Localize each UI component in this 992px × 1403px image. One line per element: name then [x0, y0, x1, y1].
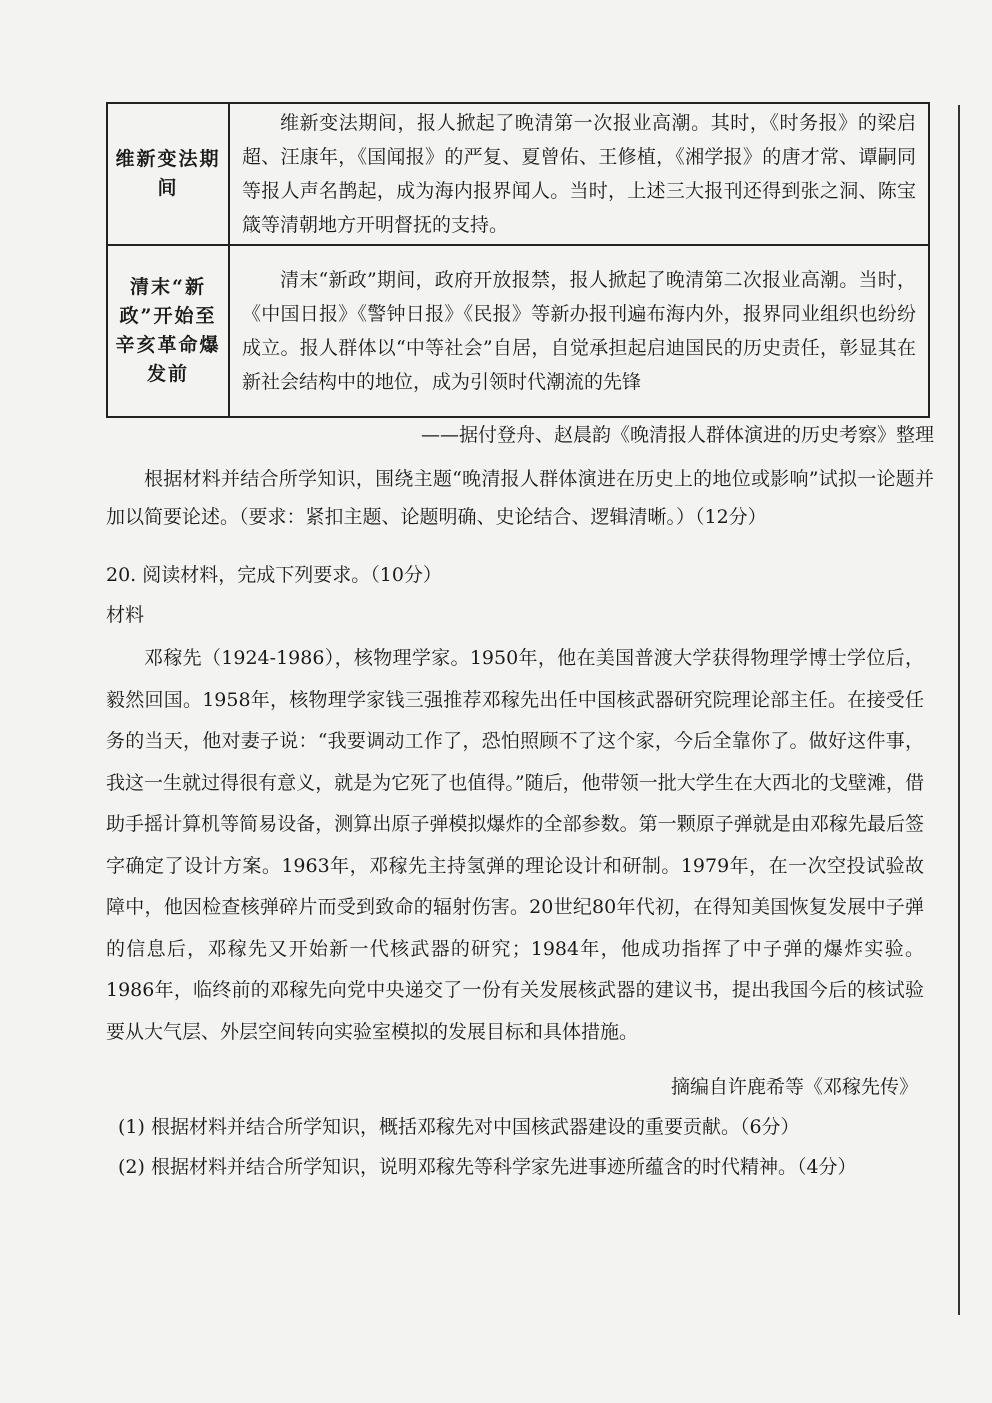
question-prompt: 根据材料并结合所学知识，围绕主题“晚清报人群体演进在历史上的地位或影响”试拟一论题并加以简要论述。（要求：紧扣主题、论题明确、史论结合、逻辑清晰。）（12分）	[106, 468, 934, 528]
table-row	[107, 103, 929, 245]
material-text: 邓稼先（1924-1986），核物理学家。1950年，他在美国普渡大学获得物理学博士学位后，毅然回国。1958年，核物理学家钱三强推荐邓稼先出任中国核武器研究院理论部主任。在接受任务的当天，他对妻子说：“我要调动工作了，恐怕照顾不了这个家，今后全靠你了。做好这件事，我这一生就过得很有意义，就是为它死了也值得。”随后，他带领一批大学生在大西北的戈壁滩，借助手摇计算机等简易设备，测算出原子弹模拟爆炸的全部参数。第一颗原子弹就是由邓稼先最后签字确定了设计方案。1963年，邓稼先主持氢弹的理论设计和研制。1979年，在一次空投试验故障中，他因检查核弹碎片而受到致命的辐射伤害。20世纪80年代初，在得知美国恢复发展中子弹的信息后，邓稼先又开始新一代核武器的研究；1984年，他成功指挥了中子弹的爆炸实验。1986年，临终前的邓稼先向党中央递交了一份有关发展核武器的建议书，提出我国今后的核试验要从大气层、外层空间转向实验室模拟的发展目标和具体措施。	[106, 647, 924, 1043]
description-text: 维新变法期间，报人掀起了晚清第一次报业高潮。其时，《时务报》的梁启超、汪康年，《国闻报》的严复、夏曾佑、王修植，《湘学报》的唐才常、谭嗣同等报人声名鹊起，成为海内报界闻人。当时，上述三大报刊还得到张之洞、陈宝箴等清朝地方开明督抚的支持。	[242, 112, 916, 236]
description-cell	[229, 245, 929, 417]
material-label: 材料	[106, 604, 145, 626]
period-cell: 维新变法期间	[107, 103, 229, 245]
period-cell: 清末“新政”开始至辛亥革命爆发前	[107, 245, 229, 417]
material-source: ——据付登舟、赵晨韵《晚清报人群体演进的历史考察》整理	[420, 424, 934, 446]
sub-question-1: (1) 根据材料并结合所学知识，概括邓稼先对中国核武器建设的重要贡献。（6分）	[118, 1116, 800, 1138]
page-edge-line	[958, 105, 960, 1315]
material-source: 摘编自许鹿希等《邓稼先传》	[670, 1076, 918, 1098]
question-header: 20. 阅读材料，完成下列要求。（10分）	[106, 564, 442, 586]
sub-question-2: (2) 根据材料并结合所学知识，说明邓稼先等科学家先进事迹所蕴含的时代精神。（4分）	[118, 1156, 857, 1178]
description-text: 清末“新政”期间，政府开放报禁，报人掀起了晚清第二次报业高潮。当时，《中国日报》《警钟日报》《民报》等新办报刊遍布海内外，报界同业组织也纷纷成立。报人群体以“中等社会”自居，自觉承担起启迪国民的历史责任，彰显其在新社会结构中的地位，成为引领时代潮流的先锋	[242, 269, 916, 393]
description-cell	[229, 103, 929, 245]
table-row	[107, 245, 929, 417]
press-history-table	[106, 102, 930, 418]
